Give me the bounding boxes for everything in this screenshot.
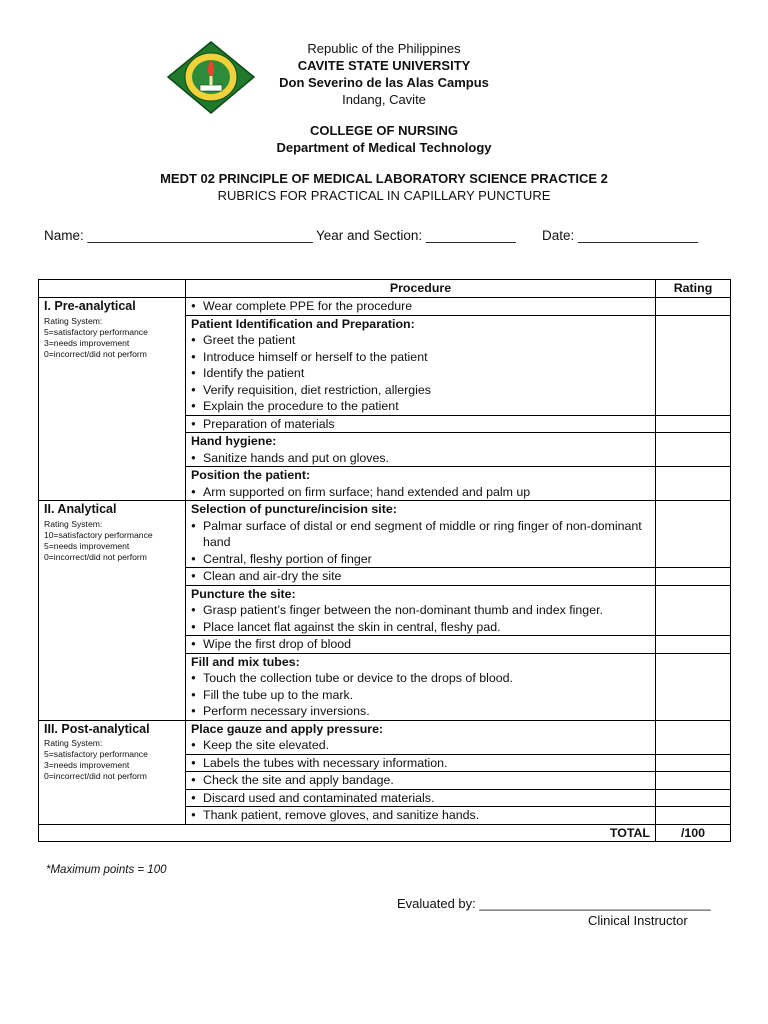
rating-column-header: Rating [656, 280, 731, 298]
procedure-cell [186, 636, 656, 654]
rating-system-label: Rating System: [44, 738, 103, 748]
rating-system-line: 0=incorrect/did not perform [44, 771, 147, 781]
phase-cell-pre-analytical [39, 298, 186, 501]
list-item: ● Check the site and apply bandage. [191, 772, 650, 789]
rating-system [44, 738, 180, 782]
evaluator-title: Clinical Instructor [588, 913, 688, 928]
rating-system [44, 316, 180, 360]
phase-cell-post-analytical [39, 720, 186, 824]
phase-title: I. Pre-analytical [44, 299, 136, 313]
date-field[interactable]: Date: ________________ [542, 228, 699, 243]
phase-cell-analytical [39, 501, 186, 721]
step-title: Fill and mix tubes: [191, 654, 300, 669]
rating-cell[interactable] [656, 585, 731, 636]
rating-cell[interactable] [656, 720, 731, 754]
procedure-column-header: Procedure [186, 280, 656, 298]
list-item: ● Grasp patient’s finger between the non-dominant thumb and index finger. [191, 602, 650, 619]
procedure-cell [186, 433, 656, 467]
footnote: *Maximum points = 100 [46, 864, 167, 876]
rating-cell[interactable] [656, 636, 731, 654]
course-title: MEDT 02 PRINCIPLE OF MEDICAL LABORATORY SCIENCE PRACTICE 2 [160, 171, 608, 186]
table-header-row [39, 280, 731, 298]
rating-cell[interactable] [656, 754, 731, 772]
rating-cell[interactable] [656, 772, 731, 790]
list-item: ● Wear complete PPE for the procedure [191, 298, 650, 315]
list-item: ● Thank patient, remove gloves, and sanitize hands. [191, 807, 650, 824]
campus-location: Indang, Cavite [342, 92, 426, 107]
table-row [39, 298, 731, 316]
list-item: ● Greet the patient [191, 332, 650, 349]
list-item: ● Sanitize hands and put on gloves. [191, 450, 650, 467]
step-title: Position the patient: [191, 468, 311, 482]
procedure-cell [186, 772, 656, 790]
rating-cell[interactable] [656, 653, 731, 720]
procedure-cell [186, 568, 656, 586]
rating-system-line: 3=needs improvement [44, 337, 130, 348]
list-item: ● Labels the tubes with necessary information. [191, 755, 650, 772]
procedure-cell [186, 298, 656, 316]
rating-system-line: 3=needs improvement [44, 760, 130, 770]
procedure-cell [186, 585, 656, 636]
name-field[interactable]: Name: ______________________________ [44, 228, 313, 243]
list-item: ● Arm supported on firm surface; hand extended and palm up [191, 484, 650, 501]
list-item: ● Palmar surface of distal or end segment of middle or ring finger of non-dominant hand [191, 518, 650, 551]
rating-cell[interactable] [656, 568, 731, 586]
list-item: ● Identify the patient [191, 365, 650, 382]
document-header [0, 40, 768, 108]
total-row [39, 824, 731, 842]
step-title: Hand hygiene: [191, 434, 277, 448]
procedure-cell [186, 754, 656, 772]
rubric-subtitle: RUBRICS FOR PRACTICAL IN CAPILLARY PUNCTURE [217, 188, 551, 203]
list-item: ● Preparation of materials [191, 416, 650, 433]
list-item: ● Touch the collection tube or device to the drops of blood. [191, 670, 650, 687]
list-item: ● Verify requisition, diet restriction, allergies [191, 382, 650, 399]
list-item: ● Discard used and contaminated materials. [191, 790, 650, 807]
list-item: ● Clean and air-dry the site [191, 568, 650, 585]
list-item: ● Central, fleshy portion of finger [191, 551, 650, 568]
rating-cell[interactable] [656, 315, 731, 415]
rating-cell[interactable] [656, 501, 731, 568]
step-title: Selection of puncture/incision site: [191, 502, 397, 516]
procedure-cell [186, 315, 656, 415]
list-item: ● Introduce himself or herself to the patient [191, 349, 650, 366]
procedure-cell [186, 653, 656, 720]
rubric-table [38, 279, 731, 842]
year-section-field[interactable]: Year and Section: ____________ [316, 228, 516, 243]
list-item: ● Place lancet flat against the skin in central, fleshy pad. [191, 619, 650, 636]
list-item: ● Wipe the first drop of blood [191, 636, 650, 653]
step-title: Place gauze and apply pressure: [191, 721, 384, 736]
procedure-cell [186, 467, 656, 501]
rating-system-label: Rating System: [44, 518, 103, 529]
university-name: CAVITE STATE UNIVERSITY [297, 58, 471, 73]
list-item: ● Perform necessary inversions. [191, 703, 650, 720]
rating-cell[interactable] [656, 789, 731, 807]
step-title: Puncture the site: [191, 586, 296, 601]
phase-column-header [39, 280, 186, 298]
table-row [39, 720, 731, 754]
rating-system-line: 0=incorrect/did not perform [44, 348, 147, 359]
list-item: ● Keep the site elevated. [191, 737, 650, 754]
rating-system-line: 5=needs improvement [44, 540, 130, 551]
republic-line: Republic of the Philippines [307, 41, 461, 56]
step-title: Patient Identification and Preparation: [191, 316, 415, 331]
rating-cell[interactable] [656, 467, 731, 501]
rating-system-line: 5=satisfactory performance [44, 749, 148, 759]
evaluated-by-line[interactable]: Evaluated by: ________________________________ [397, 896, 711, 911]
rating-cell[interactable] [656, 807, 731, 825]
department-name: Department of Medical Technology [276, 140, 492, 155]
procedure-cell [186, 501, 656, 568]
total-value: /100 [656, 824, 731, 842]
rating-system-line: 0=incorrect/did not perform [44, 551, 147, 562]
procedure-cell [186, 415, 656, 433]
procedure-cell [186, 720, 656, 754]
table-row [39, 501, 731, 568]
rating-cell[interactable] [656, 298, 731, 316]
rating-system-line: 5=satisfactory performance [44, 326, 148, 337]
rating-cell[interactable] [656, 415, 731, 433]
college-header [0, 122, 768, 156]
rating-cell[interactable] [656, 433, 731, 467]
college-name: COLLEGE OF NURSING [309, 123, 459, 138]
procedure-cell [186, 789, 656, 807]
list-item: ● Fill the tube up to the mark. [191, 687, 650, 704]
phase-title: III. Post-analytical [44, 721, 150, 736]
rating-system-line: 10=satisfactory performance [44, 529, 153, 540]
procedure-cell [186, 807, 656, 825]
rating-system [44, 519, 180, 563]
campus-name: Don Severino de las Alas Campus [279, 75, 489, 90]
total-label: TOTAL [39, 824, 656, 842]
course-header [0, 170, 768, 204]
list-item: ● Explain the procedure to the patient [191, 398, 650, 415]
phase-title: II. Analytical [44, 502, 117, 516]
rating-system-label: Rating System: [44, 315, 103, 326]
